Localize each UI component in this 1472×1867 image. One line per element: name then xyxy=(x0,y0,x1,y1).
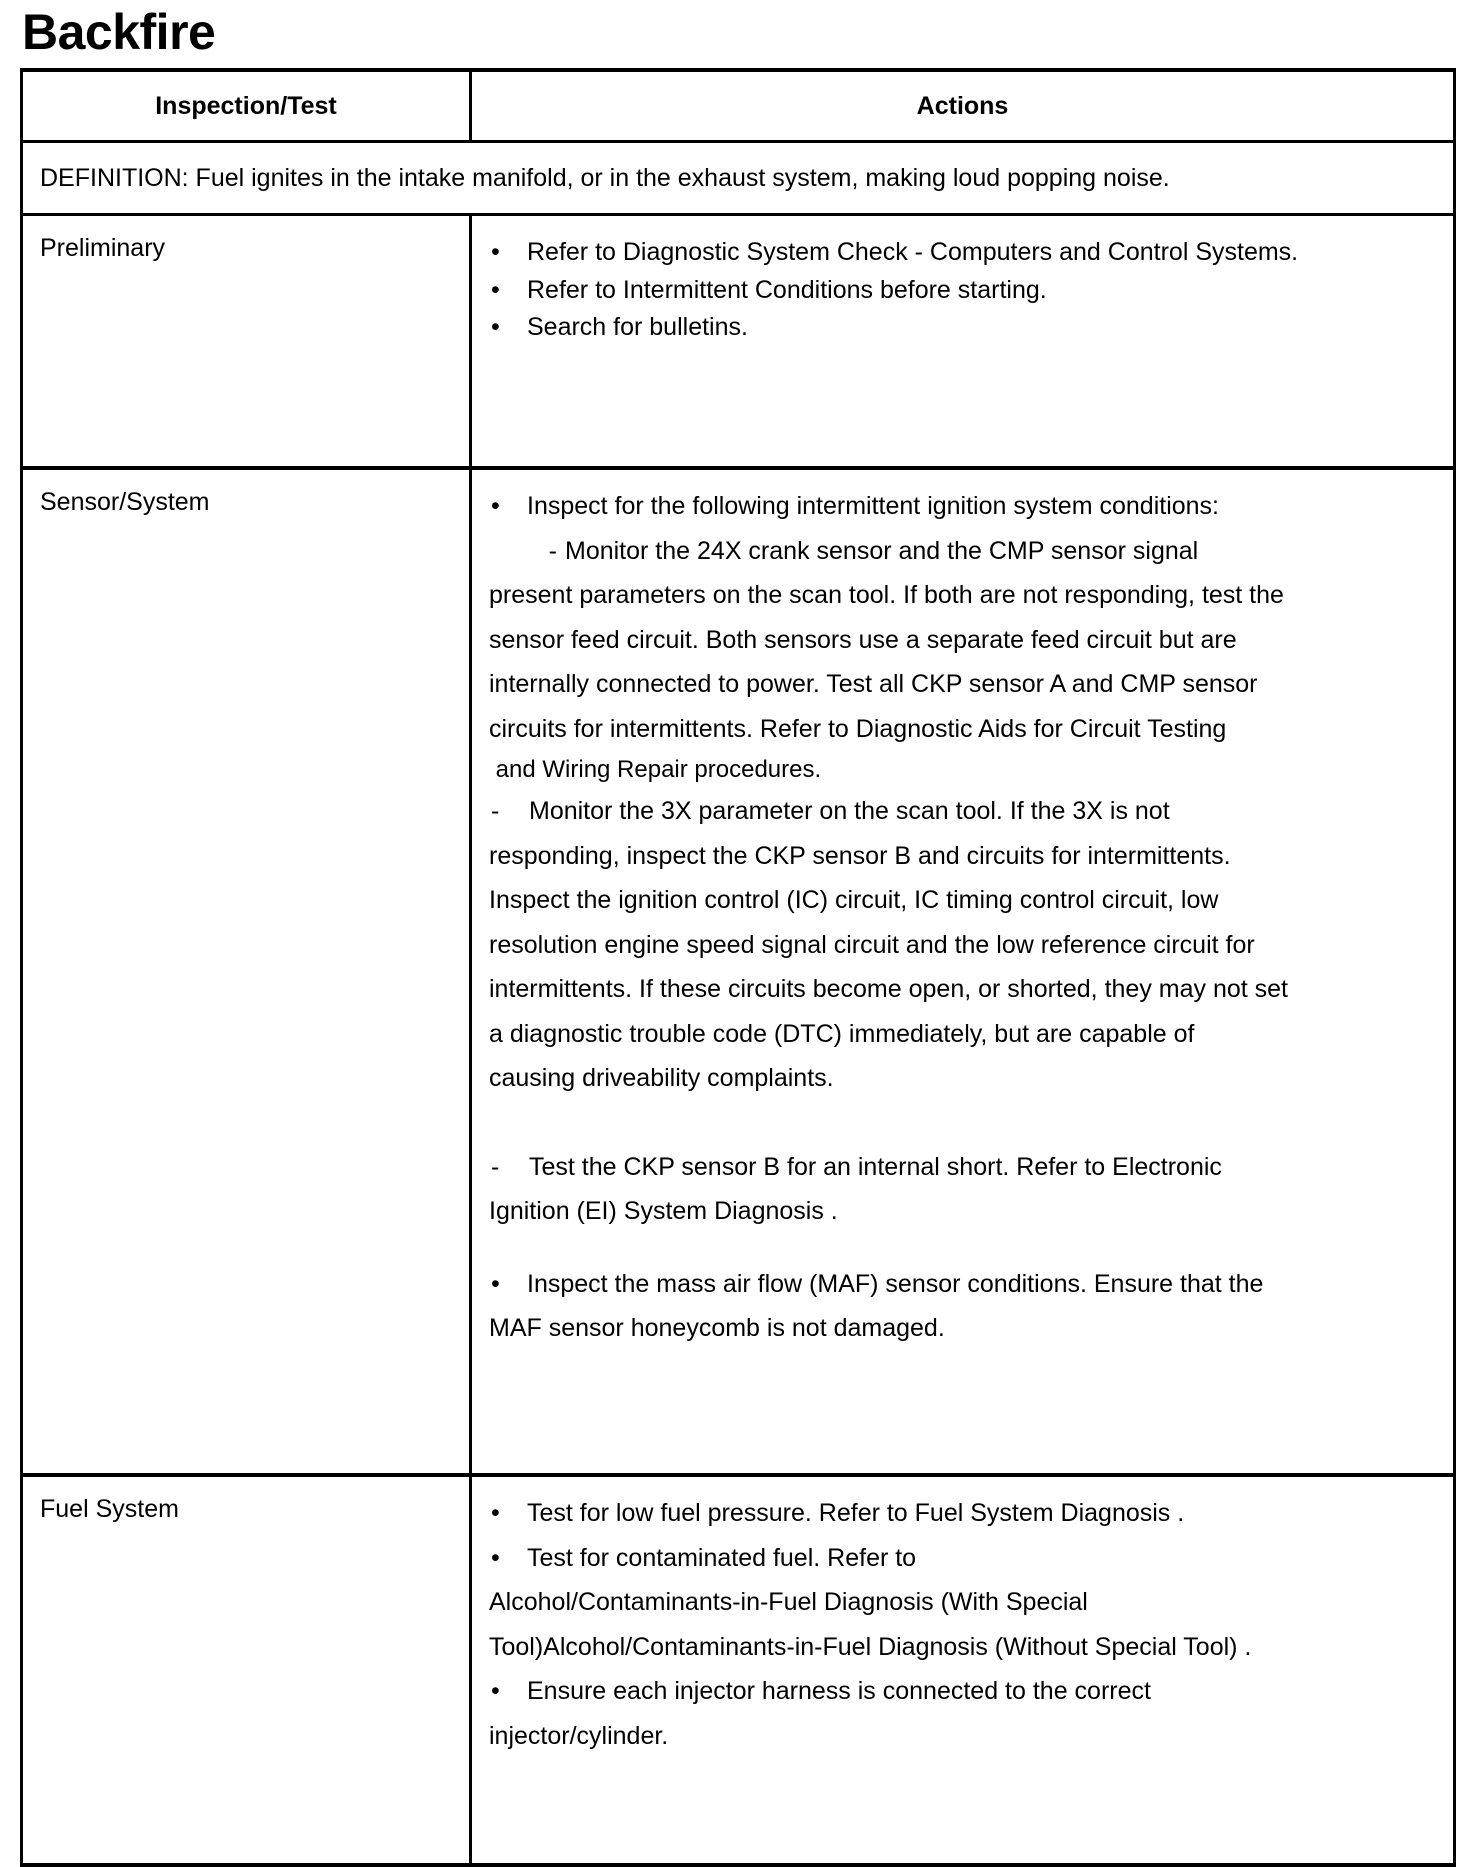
row-label: Fuel System xyxy=(22,1475,471,1865)
bullet-icon: • xyxy=(491,238,500,266)
row-actions xyxy=(471,215,1455,469)
bullet-icon: • xyxy=(491,1543,500,1572)
action-line: Tool)Alcohol/Contaminants-in-Fuel Diagnosis (Without Special Tool) . xyxy=(489,1632,1252,1661)
action-line: • Test for contaminated fuel. Refer to xyxy=(489,1536,1413,1581)
action-line: intermittents. If these circuits become open, or shorted, they may not set xyxy=(489,975,1288,1003)
table-row-sensor-system xyxy=(22,468,1455,1475)
action-line: internally connected to power. Test all CKP sensor A and CMP sensor xyxy=(489,670,1258,698)
row-actions xyxy=(471,468,1455,1475)
action-line: MAF sensor honeycomb is not damaged. xyxy=(489,1314,945,1342)
action-line: sensor feed circuit. Both sensors use a separate feed circuit but are xyxy=(489,625,1237,654)
action-line: present parameters on the scan tool. If both are not responding, test the xyxy=(489,581,1284,609)
table-header-row xyxy=(22,70,1455,142)
action-line: • Inspect the mass air flow (MAF) sensor conditions. Ensure that the xyxy=(489,1262,1413,1307)
action-line: injector/cylinder. xyxy=(489,1721,669,1750)
action-line: Ignition (EI) System Diagnosis . xyxy=(489,1197,838,1225)
dash-icon: - xyxy=(548,536,557,565)
action-line: Inspect the ignition control (IC) circuit, IC timing control circuit, low xyxy=(489,886,1219,914)
action-line: a diagnostic trouble code (DTC) immediately, but are capable of xyxy=(489,1019,1195,1048)
bullet-icon: • xyxy=(491,492,500,520)
bullet-icon: • xyxy=(491,1269,500,1298)
row-label: Preliminary xyxy=(22,215,471,469)
table-row-fuel-system xyxy=(22,1475,1455,1865)
action-line: • Ensure each injector harness is connected to the correct xyxy=(489,1669,1413,1714)
bullet-icon: • xyxy=(491,275,500,304)
column-header-actions: Actions xyxy=(471,70,1455,142)
diagnostic-table xyxy=(20,68,1456,1867)
row-actions xyxy=(471,1475,1455,1865)
bullet-icon: • xyxy=(491,1499,500,1527)
definition-text: DEFINITION: Fuel ignites in the intake manifold, or in the exhaust system, making loud popping noise. xyxy=(22,142,1455,215)
action-line: causing driveability complaints. xyxy=(489,1064,834,1092)
column-header-inspection: Inspection/Test xyxy=(22,70,471,142)
spacer xyxy=(489,1234,1413,1262)
bullet-icon: • xyxy=(491,313,500,341)
action-line: • Test for low fuel pressure. Refer to Fuel System Diagnosis . xyxy=(489,1491,1413,1536)
page-title: Backfire xyxy=(22,4,216,60)
row-label: Sensor/System xyxy=(22,468,471,1475)
action-line: • Refer to Diagnostic System Check - Computers and Control Systems. xyxy=(489,230,1413,275)
definition-row xyxy=(22,142,1455,215)
action-line: - Monitor the 3X parameter on the scan tool. If the 3X is not xyxy=(489,789,1413,834)
dash-icon: - xyxy=(491,1152,500,1181)
action-line: resolution engine speed signal circuit and the low reference circuit for xyxy=(489,930,1255,959)
dash-icon: - xyxy=(491,797,500,825)
action-line: Alcohol/Contaminants-in-Fuel Diagnosis (With Special xyxy=(489,1588,1088,1616)
action-line: - Monitor the 24X crank sensor and the CMP sensor signal xyxy=(489,529,1413,574)
action-line: - Test the CKP sensor B for an internal short. Refer to Electronic xyxy=(489,1145,1413,1190)
action-line: • Inspect for the following intermittent ignition system conditions: xyxy=(489,484,1413,529)
action-line: • Search for bulletins. xyxy=(489,305,1413,350)
action-line: and Wiring Repair procedures. xyxy=(489,756,822,783)
action-line: responding, inspect the CKP sensor B and circuits for intermittents. xyxy=(489,841,1231,870)
spacer xyxy=(489,1101,1413,1145)
table-row-preliminary xyxy=(22,215,1455,469)
bullet-icon: • xyxy=(491,1677,500,1705)
action-line: • Refer to Intermittent Conditions before starting. xyxy=(489,268,1413,313)
action-line: circuits for intermittents. Refer to Diagnostic Aids for Circuit Testing xyxy=(489,714,1227,743)
